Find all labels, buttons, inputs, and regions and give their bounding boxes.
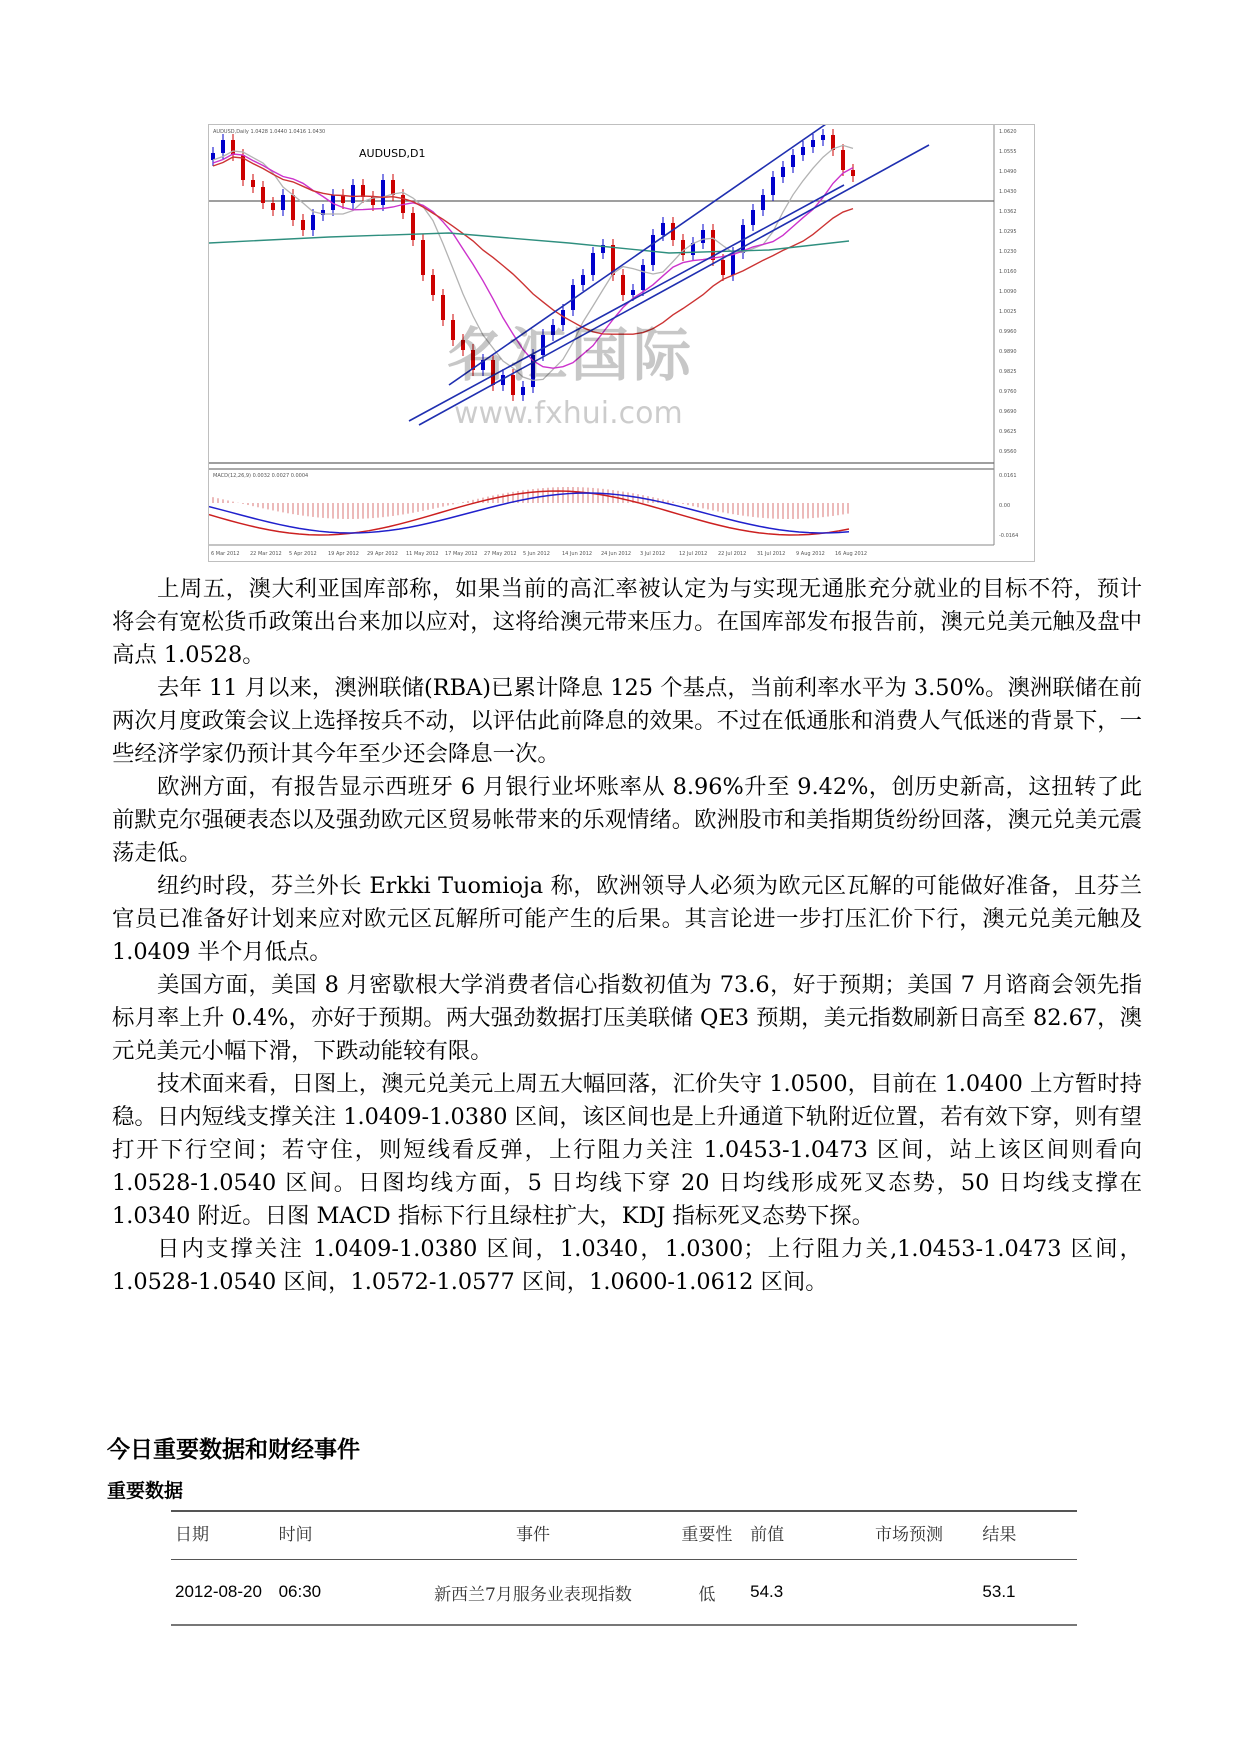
price-axis-tick: 1.0490 — [999, 169, 1017, 175]
row-event: 新西兰7月服务业表现指数 — [434, 1584, 632, 1605]
date-axis-tick: 3 Jul 2012 — [640, 551, 666, 557]
date-axis-tick: 6 Mar 2012 — [211, 551, 240, 557]
date-axis-tick: 17 May 2012 — [445, 551, 478, 557]
events-section-title: 今日重要数据和财经事件 — [107, 1437, 360, 1463]
audusd-daily-chart — [208, 124, 1035, 562]
row-date: 2012-08-20 — [175, 1582, 262, 1601]
header-time: 时间 — [275, 1511, 399, 1560]
article-body — [112, 573, 1142, 1299]
price-axis-tick: 1.0430 — [999, 189, 1017, 195]
date-axis-tick: 5 Apr 2012 — [289, 551, 317, 557]
price-axis-tick: 1.0090 — [999, 289, 1017, 295]
candle-body — [231, 140, 235, 155]
candle-body — [271, 203, 275, 210]
price-axis-tick: 1.0025 — [999, 309, 1017, 315]
candle-body — [421, 240, 425, 275]
watermark-chinese: 名汇国际 — [447, 321, 696, 389]
candle-body — [381, 180, 385, 205]
price-axis-tick: 1.0555 — [999, 149, 1017, 155]
economic-data-table — [171, 1510, 1077, 1626]
paragraph-levels: 日内支撑关注 1.0409-1.0380 区间，1.0340，1.0300；上行阻力关,1.0453-1.0473 区间，1.0528-1.0540 区间，1.0572-1.0577 区间，1.0600-1.0612 区间。 — [112, 1236, 1142, 1295]
date-axis-tick: 22 Mar 2012 — [250, 551, 282, 557]
header-result: 结果 — [978, 1511, 1077, 1560]
row-importance: 低 — [698, 1584, 716, 1605]
candle-body — [251, 180, 255, 187]
paragraph-us: 美国方面，美国 8 月密歇根大学消费者信心指数初值为 73.6，好于预期；美国 7 月谘商会领先指标月率上升 0.4%，亦好于预期。两大强劲数据打压美联储 QE3 预期，美元指数刷新日高至 82.67，澳元兑美元小幅下滑，下跌动能较有限。 — [112, 972, 1142, 1064]
header-date: 日期 — [171, 1511, 275, 1560]
row-forecast — [840, 1560, 979, 1626]
price-axis-tick: 1.0620 — [999, 129, 1017, 135]
candle-body — [641, 265, 645, 290]
price-axis-tick: 1.0160 — [999, 269, 1017, 275]
price-axis-tick: 0.9560 — [999, 449, 1017, 455]
candle-body — [221, 140, 225, 153]
candle-body — [661, 223, 665, 235]
candle-body — [761, 195, 765, 210]
header-forecast: 市场预测 — [840, 1511, 979, 1560]
price-axis-tick: 1.0230 — [999, 249, 1017, 255]
date-axis-tick: 14 Jun 2012 — [562, 551, 593, 557]
macd-axis-tick: 0.0161 — [999, 473, 1017, 479]
candle-body — [581, 275, 585, 285]
candle-body — [351, 185, 355, 203]
candle-body — [261, 187, 265, 203]
price-axis-labels — [999, 129, 1017, 455]
paragraph-newyork: 纽约时段，芬兰外长 Erkki Tuomioja 称，欧洲领导人必须为欧元区瓦解的可能做好准备，且芬兰官员已准备好计划来应对欧元区瓦解所可能产生的后果。其言论进一步打压汇价下行，澳元兑美元触及 1.0409 半个月低点。 — [112, 873, 1142, 965]
date-axis-tick: 24 Jun 2012 — [601, 551, 632, 557]
candle-body — [431, 275, 435, 295]
price-axis-tick: 0.9825 — [999, 369, 1017, 375]
candle-body — [841, 150, 845, 170]
candle-body — [721, 260, 725, 275]
date-axis-tick: 19 Apr 2012 — [328, 551, 359, 557]
price-axis-tick: 0.9960 — [999, 329, 1017, 335]
chart-header-text: AUDUSD,Daily 1.0428 1.0440 1.0416 1.0430 — [213, 129, 326, 135]
candle-body — [301, 220, 305, 230]
header-event: 事件 — [398, 1511, 667, 1560]
date-axis-tick: 31 Jul 2012 — [757, 551, 786, 557]
watermark-url: www.fxhui.com — [454, 396, 683, 431]
date-axis-tick: 9 Aug 2012 — [796, 551, 825, 557]
candle-body — [281, 195, 285, 210]
paragraph-europe: 欧洲方面，有报告显示西班牙 6 月银行业坏账率从 8.96%升至 9.42%，创历史新高，这扭转了此前默克尔强硬表态以及强劲欧元区贸易帐带来的乐观情绪。欧洲股市和美指期货纷纷回落，澳元兑美元震荡走低。 — [112, 774, 1142, 866]
candle-body — [361, 185, 365, 197]
table-row — [171, 1560, 1077, 1626]
date-axis-tick: 11 May 2012 — [406, 551, 439, 557]
date-axis-tick: 29 Apr 2012 — [367, 551, 398, 557]
table-header-row — [171, 1511, 1077, 1560]
price-axis-tick: 0.9760 — [999, 389, 1017, 395]
candle-body — [441, 295, 445, 320]
date-axis-tick: 22 Jul 2012 — [718, 551, 747, 557]
header-importance: 重要性 — [668, 1511, 746, 1560]
candle-body — [811, 140, 815, 147]
price-axis-tick: 1.0295 — [999, 229, 1017, 235]
candle-body — [751, 210, 755, 225]
candle-body — [801, 147, 805, 155]
candle-body — [591, 253, 595, 275]
candle-body — [391, 180, 395, 195]
header-previous: 前值 — [746, 1511, 840, 1560]
macd-axis-tick: -0.0164 — [999, 533, 1019, 539]
macd-indicator — [209, 487, 849, 535]
macd-axis-labels — [999, 473, 1018, 539]
chart-canvas — [209, 125, 1034, 561]
date-axis-tick: 5 Jun 2012 — [523, 551, 550, 557]
candle-body — [791, 155, 795, 167]
candle-body — [651, 235, 655, 265]
price-axis-tick: 0.9890 — [999, 349, 1017, 355]
price-axis-tick: 0.9690 — [999, 409, 1017, 415]
candle-body — [291, 195, 295, 220]
candle-body — [701, 230, 705, 243]
candle-body — [631, 290, 635, 295]
paragraph-technical: 技术面来看，日图上，澳元兑美元上周五大幅回落，汇价失守 1.0500，目前在 1.0400 上方暂时持稳。日内短线支撑关注 1.0409-1.0380 区间，该区间也是上升通道下轨附近位置，若有效下穿，则有望打开下行空间；若守住，则短线看反弹，上行阻力关注 1.0453-1.0473 区间，站上该区间则看向 1.0528-1.0540 区间。日图均线方面，5 日均线下穿 20 日均线形成死叉态势，50 日均线支撑在 1.0340 附近。日图 MACD 指标下行且绿柱扩大，KDJ 指标死叉态势下探。 — [112, 1071, 1142, 1229]
candle-body — [411, 213, 415, 240]
candle-body — [821, 135, 825, 140]
row-previous: 54.3 — [750, 1582, 784, 1601]
candle-body — [781, 167, 785, 177]
date-axis-tick: 27 May 2012 — [484, 551, 517, 557]
macd-label: MACD(12,26,9) 0.0032 0.0027 0.0004 — [213, 473, 309, 479]
price-axis-tick: 0.9625 — [999, 429, 1017, 435]
price-axis-tick: 1.0362 — [999, 209, 1017, 215]
date-axis-labels — [211, 551, 867, 557]
paragraph-rba: 去年 11 月以来，澳洲联储(RBA)已累计降息 125 个基点，当前利率水平为 3.50%。澳洲联储在前两次月度政策会议上选择按兵不动，以评估此前降息的效果。不过在低通胀和消费人气低迷的背景下，一些经济学家仍预计其今年至少还会降息一次。 — [112, 675, 1142, 767]
row-result: 53.1 — [982, 1582, 1016, 1601]
row-time: 06:30 — [278, 1582, 322, 1601]
macd-axis-tick: 0.00 — [999, 503, 1011, 509]
candle-body — [621, 275, 625, 295]
date-axis-tick: 16 Aug 2012 — [835, 551, 868, 557]
paragraph-treasury: 上周五，澳大利亚国库部称，如果当前的高汇率被认定为与实现无通胀充分就业的目标不符，预计将会有宽松货币政策出台来加以应对，这将给澳元带来压力。在国库部发布报告前，澳元兑美元触及盘中高点 1.0528。 — [112, 576, 1142, 668]
candle-body — [771, 177, 775, 195]
chart-symbol-title: AUDUSD,D1 — [359, 147, 426, 160]
date-axis-tick: 12 Jul 2012 — [679, 551, 708, 557]
candle-body — [851, 170, 855, 176]
candle-body — [311, 215, 315, 230]
candle-body — [731, 253, 735, 275]
data-subsection-title: 重要数据 — [107, 1480, 184, 1502]
ma50-line — [209, 233, 849, 253]
